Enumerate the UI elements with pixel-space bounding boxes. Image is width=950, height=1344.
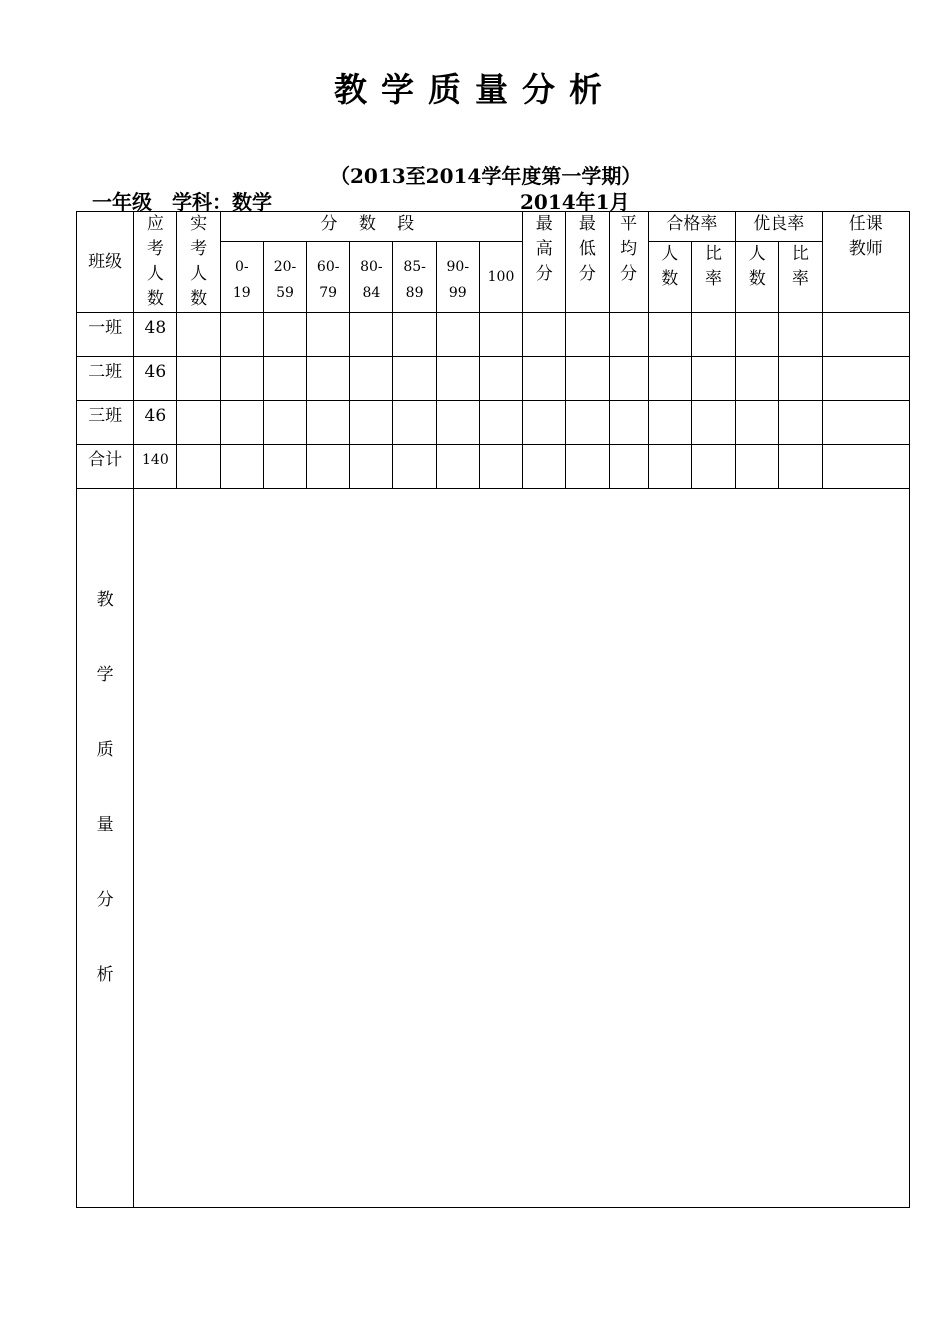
quality-analysis-table: [76, 211, 910, 1208]
row-expected: 140: [134, 445, 177, 489]
header-expected-count: 应 考 人 数: [134, 212, 177, 313]
range-80-84: 80- 84: [350, 242, 393, 313]
term-period: （2013至2014学年度第一学期）: [330, 164, 642, 188]
table-row: [77, 445, 910, 489]
table-row: [77, 357, 910, 401]
range-90-99: 90- 99: [436, 242, 479, 313]
row-class: 一班: [77, 313, 134, 357]
range-100: 100: [479, 242, 522, 313]
pass-people: 人 数: [648, 242, 691, 313]
page-title: 教学质量分析: [334, 70, 616, 109]
row-expected: 48: [134, 313, 177, 357]
table-row: [77, 313, 910, 357]
excellent-ratio: 比 率: [779, 242, 822, 313]
range-0-19: 0- 19: [220, 242, 263, 313]
report-date: 2014年1月: [520, 190, 630, 214]
header-teacher: 任课 教师: [822, 212, 910, 313]
row-expected: 46: [134, 401, 177, 445]
analysis-row: [77, 489, 910, 1208]
header-class: 班级: [77, 212, 134, 313]
table-row: [77, 401, 910, 445]
header-average: 平 均 分: [609, 212, 648, 313]
row-class: 合计: [77, 445, 134, 489]
range-20-59: 20- 59: [263, 242, 306, 313]
header-score-range: 分 数 段: [220, 212, 522, 242]
excellent-people: 人 数: [736, 242, 779, 313]
header-highest: 最 高 分: [523, 212, 566, 313]
header-excellent-rate: 优良率: [736, 212, 822, 242]
analysis-content-area[interactable]: [134, 489, 910, 1208]
range-60-79: 60- 79: [307, 242, 350, 313]
analysis-label: 教 学 质 量 分 析: [77, 489, 134, 1208]
pass-ratio: 比 率: [691, 242, 735, 313]
row-expected: 46: [134, 357, 177, 401]
range-85-89: 85- 89: [393, 242, 436, 313]
header-actual-count: 实 考 人 数: [177, 212, 220, 313]
header-pass-rate: 合格率: [648, 212, 735, 242]
grade-label: 一年级: [92, 190, 152, 214]
header-lowest: 最 低 分: [566, 212, 609, 313]
row-class: 二班: [77, 357, 134, 401]
row-class: 三班: [77, 401, 134, 445]
subject-label: 学科：数学: [172, 190, 272, 214]
